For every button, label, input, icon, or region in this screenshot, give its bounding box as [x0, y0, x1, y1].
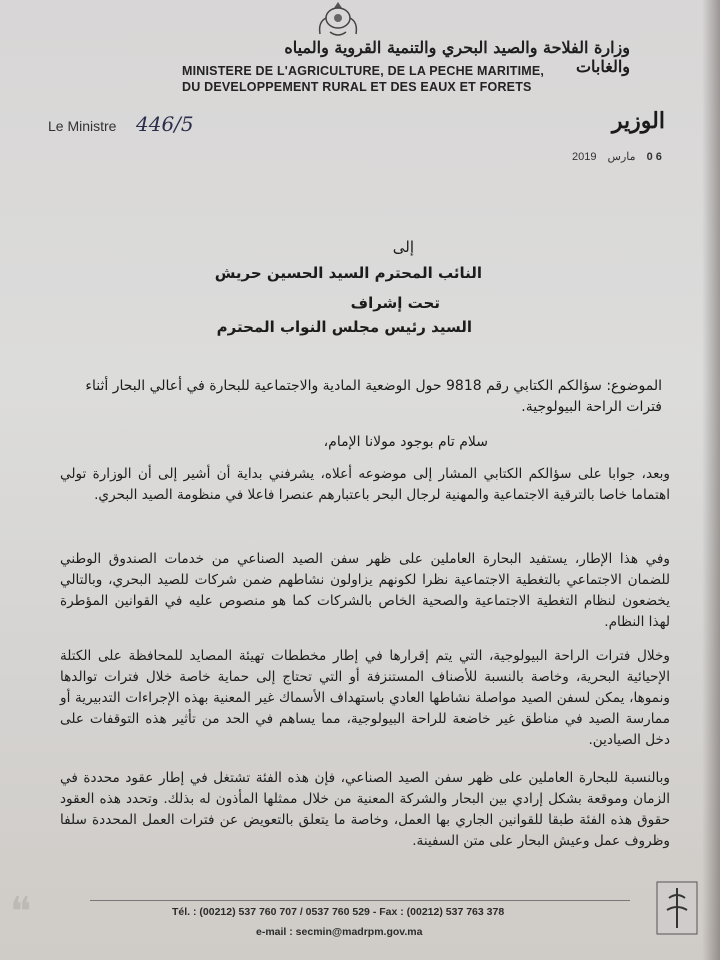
- body-paragraph-3: وخلال فترات الراحة البيولوجية، التي يتم إقرارها في إطار مخططات تهيئة المصايد للمحافظة على الكتلة الإحيائية البحرية، وخاصة بالنسبة للأصناف المستنزفة أو التي تحتاج إلى حماية خاصة خلال فترات توالدها ونموها، يمكن لسفن الصيد مواصلة نشاطها العادي باستهداف الأسماك غير المعنية بهذه الإجراءات التدبيرية أو ممارسة الصيد في مناطق غير خاضعة للراحة البيولوجية، مما يساهم في الحد من تأثير هذه التوقفات على دخل الصيادين.: [60, 648, 670, 748]
- le-ministre-label: Le Ministre: [48, 118, 117, 134]
- footer-divider: [90, 900, 630, 901]
- date-month: مارس: [607, 151, 636, 163]
- body-paragraph-2: وفي هذا الإطار، يستفيد البحارة العاملين على ظهر سفن الصيد الصناعي من خدمات الصندوق الوطني للضمان الاجتماعي بالتغطية الاجتماعية نظرا لكونهم يزاولون نشاطهم ضمن شركات للصيد البحري، وبالتالي يخضعون لنظام التغطية الاجتماعية والصحية الخاص بالشركات كما هو منصوص عليه في القوانين المؤطرة لهذا النظام.: [60, 551, 670, 630]
- addressee: النائب المحترم السيد الحسين حريش: [214, 264, 482, 282]
- subject-label: الموضوع:: [606, 378, 662, 394]
- ministry-name-french-line1: MINISTERE DE L'AGRICULTURE, DE LA PECHE MARITIME,: [182, 64, 545, 78]
- ministry-name-french-line2: DU DEVELOPPEMENT RURAL ET DES EAUX ET FORETS: [182, 80, 532, 94]
- ministry-logo-icon: [655, 880, 699, 936]
- to-label: إلى: [392, 238, 414, 256]
- date-year: 2019: [572, 151, 597, 163]
- body-paragraph-4: وبالنسبة للبحارة العاملين على ظهر سفن الصيد الصناعي، فإن هذه الفئة تشتغل في إطار عقود محددة في الزمان وموقعة بشكل إرادي بين البحار والشركة المعنية من خلال ممثلها المأذون له بذلك. وتحدد هذه العقود حقوق هذه الفئة طبقا للقوانين الجاري بها العمل، وخاصة ما يتعلق بالتعويض عن فترات العمل المحددة سلفا وظروف عمل وعيش البحار على متن السفينة.: [60, 770, 670, 849]
- under-supervision-label: تحت إشراف: [350, 294, 440, 312]
- page-shadow: [702, 0, 720, 960]
- minister-title-arabic: الوزير: [611, 108, 665, 134]
- subject-text: سؤالكم الكتابي رقم 9818 حول الوضعية المادية والاجتماعية للبحارة في أعالي البحار أثناء فترات الراحة البيولوجية.: [85, 378, 662, 415]
- parliament-president: السيد رئيس مجلس النواب المحترم: [216, 318, 472, 336]
- greeting: سلام تام بوجود مولانا الإمام،: [323, 434, 488, 450]
- reference-number: 446/5: [136, 112, 194, 136]
- date-day: 0 6: [646, 151, 662, 163]
- body-paragraph-1: وبعد، جوابا على سؤالكم الكتابي المشار إلى موضوعه أعلاه، يشرفني بداية أن أشير إلى أن الوزارة تولي اهتماما خاصا بالترقية الاجتماعية والمهنية لرجال البحر باعتبارهم عنصرا فاعلا في منظومة الصيد البحري.: [60, 466, 670, 503]
- footer-email: e-mail : secmin@madrpm.gov.ma: [256, 926, 423, 938]
- subject-line: [66, 376, 662, 418]
- royal-emblem-icon: [312, 0, 364, 40]
- footer-phone-fax: Tél. : (00212) 537 760 707 / 0537 760 529 - Fax : (00212) 537 763 378: [172, 906, 505, 918]
- date-stamp: [572, 150, 682, 163]
- ministry-name-arabic: وزارة الفلاحة والصيد البحري والتنمية القروية والمياه والغابات: [284, 38, 630, 76]
- quote-mark-icon: ❝: [10, 889, 32, 935]
